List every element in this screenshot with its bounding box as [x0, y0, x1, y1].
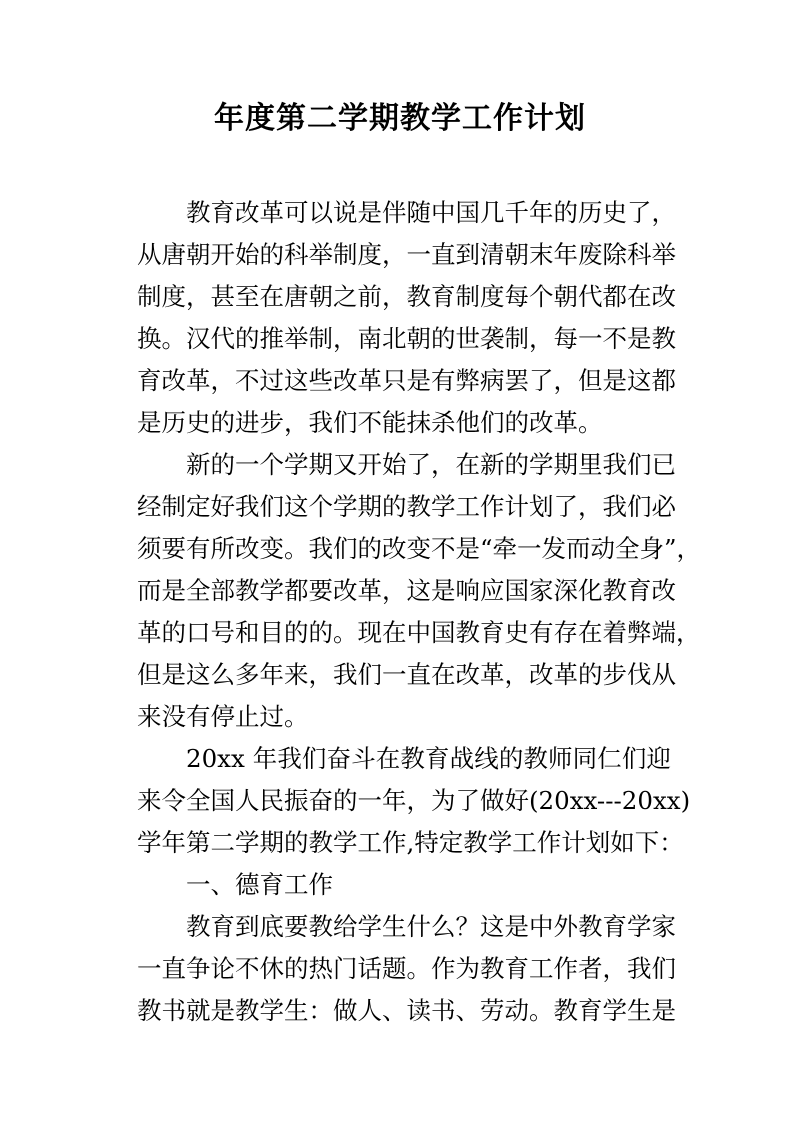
document-body	[137, 192, 702, 1032]
text-line: 20xx 年我们奋斗在教育战线的教师同仁们迎	[186, 744, 671, 773]
text-line: 新的一个学期又开始了，在新的学期里我们已	[186, 450, 676, 479]
paragraph	[137, 192, 676, 444]
text-line: 换。汉代的推举制，南北朝的世袭制，每一不是教	[137, 324, 676, 353]
text-line: 教书就是教学生：做人、读书、劳动。教育学生是	[137, 996, 676, 1025]
text-line: 而是全部教学都要改革，这是响应国家深化教育改	[137, 576, 676, 605]
text-line: 是历史的进步，我们不能抹杀他们的改革。	[137, 408, 603, 437]
text-line: 育改革，不过这些改革只是有弊病罢了，但是这都	[137, 366, 676, 395]
text-line: 来令全国人民振奋的一年，为了做好(20xx---20xx)	[137, 786, 691, 815]
text-line: 须要有所改变。我们的改变不是“牵一发而动全身”，	[137, 534, 702, 563]
text-line: 教育到底要教给学生什么？这是中外教育学家	[186, 912, 676, 941]
section-heading	[137, 864, 671, 906]
text-line: 教育改革可以说是伴随中国几千年的历史了，	[186, 198, 676, 227]
document-title: 年度第二学期教学工作计划	[214, 101, 586, 136]
paragraph	[137, 906, 676, 1032]
paragraph	[137, 738, 691, 864]
section-heading-text: 一、德育工作	[186, 870, 333, 899]
paragraph	[137, 444, 702, 738]
text-line: 革的口号和目的的。现在中国教育史有存在着弊端，	[137, 618, 701, 647]
text-line: 制度，甚至在唐朝之前，教育制度每个朝代都在改	[137, 282, 676, 311]
text-line: 但是这么多年来，我们一直在改革，改革的步伐从	[137, 660, 676, 689]
text-line: 学年第二学期的教学工作,特定教学工作计划如下：	[137, 828, 684, 857]
text-line: 从唐朝开始的科举制度，一直到清朝末年废除科举	[137, 240, 676, 269]
text-line: 经制定好我们这个学期的教学工作计划了，我们必	[137, 492, 676, 521]
text-line: 一直争论不休的热门话题。作为教育工作者，我们	[137, 954, 676, 983]
text-line: 来没有停止过。	[137, 702, 309, 731]
